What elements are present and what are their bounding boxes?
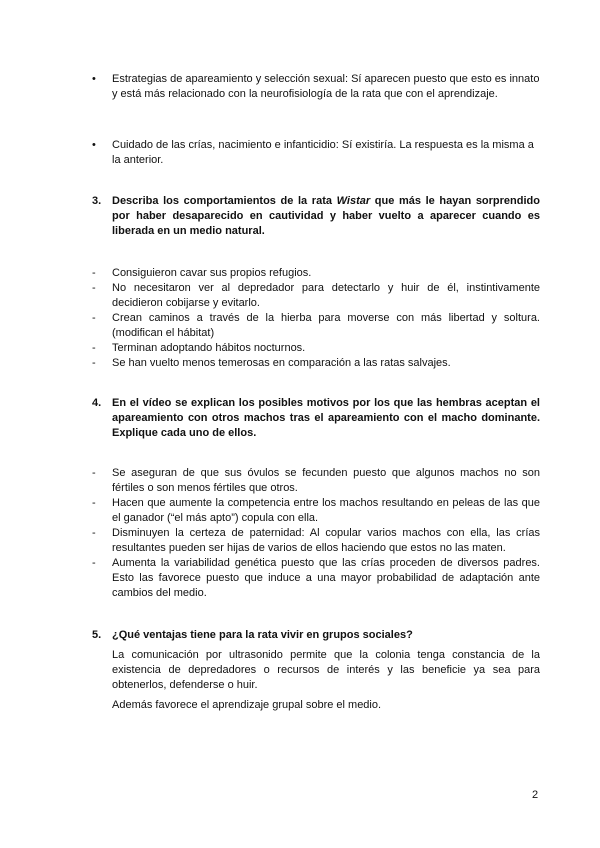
question-number: 5. <box>92 629 102 641</box>
list-item <box>92 496 540 526</box>
list-item <box>92 356 540 371</box>
question-text: ¿Qué ventajas tiene para la rata vivir en grupos sociales? <box>112 629 413 641</box>
list-item <box>92 266 540 281</box>
question-text-part: Describa los comportamientos de la rata <box>112 195 337 207</box>
answer-paragraph: Además favorece el aprendizaje grupal sobre el medio. <box>112 699 382 711</box>
question-4 <box>92 396 540 441</box>
list-item <box>92 526 540 556</box>
list-item-text: No necesitaron ver al depredador para detectarlo y huir de él, instintivamente decidieron cobijarse y evitarlo. <box>112 282 540 309</box>
question-number: 3. <box>92 195 102 207</box>
question-heading <box>92 194 540 239</box>
bullet-item <box>92 72 540 102</box>
question-heading <box>92 628 540 643</box>
bullet-list-top-2 <box>92 138 540 168</box>
question-3 <box>92 194 540 239</box>
dash-mark: - <box>92 282 96 294</box>
list-item <box>92 556 540 601</box>
dash-mark: - <box>92 527 96 539</box>
list-item <box>92 341 540 356</box>
dash-mark: - <box>92 342 96 354</box>
dash-mark: - <box>92 357 96 369</box>
answer-list-3 <box>92 266 540 371</box>
dash-mark: - <box>92 267 96 279</box>
dash-mark: - <box>92 497 96 509</box>
question-text: En el vídeo se explican los posibles motivos por los que las hembras aceptan el apareamiento con otros machos tras el apareamiento con el macho dominante. Explique cada uno de ellos. <box>112 397 540 439</box>
question-number: 4. <box>92 397 102 409</box>
answer-paragraphs-5 <box>92 648 540 693</box>
question-text-part: que más le hayan sorprendido por haber desaparecido en cautividad y haber vuelto a aparecer cuando es liberada en un medio natural. <box>112 195 540 237</box>
list-item-text: Terminan adoptando hábitos nocturnos. <box>112 342 306 354</box>
dash-mark: - <box>92 312 96 324</box>
bullet-mark: • <box>92 73 96 85</box>
page-number: 2 <box>532 789 539 801</box>
list-item-text: Aumenta la variabilidad genética puesto que las crías proceden de diversos padres. Esto las favorece puesto que induce a una mayor probabilidad de adaptación ante cambios del medio. <box>112 557 540 599</box>
list-item-text: Disminuyen la certeza de paternidad: Al copular varios machos con ella, las crías resultantes pueden ser hijas de varios de ellos haciendo que estos no las maten. <box>112 527 540 554</box>
list-item-text: Crean caminos a través de la hierba para moverse con más libertad y soltura. (modifican el hábitat) <box>112 312 540 339</box>
bullet-item <box>92 138 540 168</box>
answer-paragraphs-5b <box>92 698 540 713</box>
bullet-mark: • <box>92 139 96 151</box>
list-item-text: Se aseguran de que sus óvulos se fecunden puesto que algunos machos no son fértiles o son menos fértiles que otros. <box>112 467 540 494</box>
bullet-list-top <box>92 72 540 102</box>
list-item-text: Consiguieron cavar sus propios refugios. <box>112 267 312 279</box>
question-text-italic: Wistar <box>336 195 371 207</box>
dash-mark: - <box>92 467 96 479</box>
list-item <box>92 281 540 311</box>
list-item-text: Se han vuelto menos temerosas en comparación a las ratas salvajes. <box>112 357 451 369</box>
list-item <box>92 466 540 496</box>
question-5 <box>92 628 540 643</box>
bullet-text: Cuidado de las crías, nacimiento e infanticidio: Sí existiría. La respuesta es la misma a la anterior. <box>112 139 534 166</box>
bullet-text: Estrategias de apareamiento y selección sexual: Sí aparecen puesto que esto es innato y está más relacionado con la neurofisiología de la rata que con el aprendizaje. <box>112 73 540 100</box>
answer-list-4 <box>92 466 540 601</box>
answer-paragraph: La comunicación por ultrasonido permite que la colonia tenga constancia de la existencia de depredadores o recursos de interés y las beneficie ya sea para obtenerlos, defenderse o huir. <box>112 649 540 691</box>
list-item-text: Hacen que aumente la competencia entre los machos resultando en peleas de las que el ganador (“el más apto”) copula con ella. <box>112 497 540 524</box>
question-heading <box>92 396 540 441</box>
list-item <box>92 311 540 341</box>
dash-mark: - <box>92 557 96 569</box>
